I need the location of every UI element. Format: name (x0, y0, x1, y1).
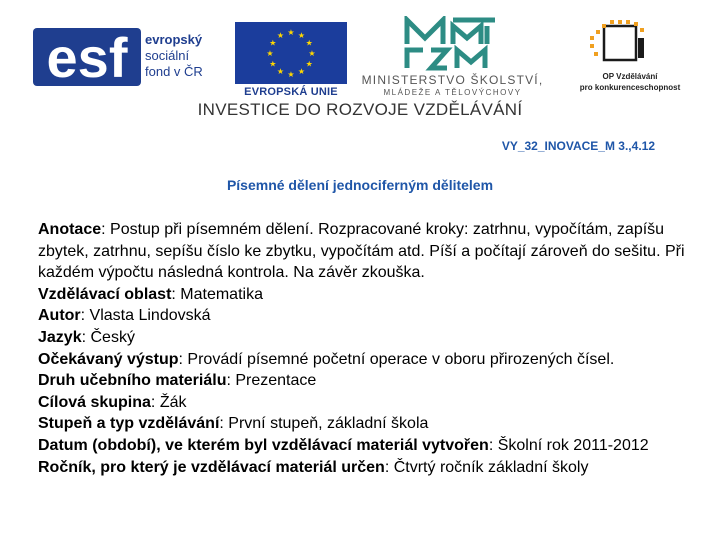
field-datum (38, 435, 688, 457)
field-anotace (38, 219, 688, 284)
field-key: Stupeň a typ vzdělávání (38, 415, 220, 433)
svg-text:★: ★ (266, 49, 274, 58)
eu-label: EVROPSKÁ UNIE (244, 86, 338, 98)
eu-stars (235, 22, 347, 84)
svg-text:★: ★ (297, 30, 306, 40)
field-key: Ročník, pro který je vzdělávací materiál určen (38, 458, 385, 476)
svg-text:esf: esf (46, 26, 128, 89)
msmt-line-1: MINISTERSTVO ŠKOLSTVÍ, (361, 73, 544, 87)
field-key: Anotace (38, 221, 102, 238)
field-cilova-skupina (38, 392, 688, 414)
msmt-line-2: MLÁDEŽE A TĚLOVÝCHOVY (383, 88, 522, 97)
esf-line-2: sociální (145, 48, 190, 63)
svg-text:★: ★ (287, 28, 295, 37)
svg-text:★: ★ (297, 67, 306, 77)
field-jazyk (38, 327, 688, 349)
document-title: Písemné dělení jednociferným dělitelem (226, 177, 494, 193)
investice-banner: INVESTICE DO ROZVOJE VZDĚLÁVÁNÍ (197, 100, 523, 119)
field-value: : Vlasta Lindovská (80, 307, 211, 325)
eu-flag-icon (235, 22, 347, 84)
op-line-1: OP Vzdělávání (602, 72, 658, 81)
field-key: Jazyk (38, 328, 82, 346)
field-autor (38, 305, 688, 327)
metadata-list (38, 219, 688, 478)
svg-text:★: ★ (269, 38, 277, 48)
field-key: Autor (38, 307, 81, 325)
svg-text:★: ★ (308, 49, 316, 58)
field-key: Datum (období), ve kterém byl vzdělávací materiál vytvořen (38, 436, 489, 454)
esf-logo-text (145, 32, 203, 80)
field-value: : Matematika (171, 285, 263, 303)
field-key: Vzdělávací oblast (38, 285, 172, 303)
field-druh-materialu (38, 370, 688, 392)
field-stupen-typ (38, 413, 688, 435)
svg-text:★: ★ (305, 59, 313, 69)
svg-text:★: ★ (276, 67, 285, 77)
field-value: : Prezentace (226, 372, 317, 390)
field-key: Cílová skupina (38, 393, 151, 411)
field-value: : Čtvrtý ročník základní školy (384, 458, 589, 476)
field-key: Očekávaný výstup (38, 350, 179, 368)
op-logo-mark (584, 18, 654, 68)
field-value: : První stupeň, základní škola (219, 415, 429, 433)
msmt-logo (355, 16, 550, 98)
field-rocnik (38, 457, 688, 479)
op-logo (570, 18, 690, 98)
material-code: VY_32_INOVACE_M 3.,4.12 (501, 139, 655, 153)
op-line-2: pro konkurenceschopnost (579, 83, 681, 92)
msmt-logo-mark (403, 16, 499, 72)
field-value: : Postup při písemném dělení. Rozpracované kroky: zatrhnu, vypočítám, zapíšu zbytek, zatrhnu, sepíšu číslo ke zbytku, vypočítám atd. Píší a počítají zároveň do sešitu. Při každém výpočtu následná kontrola. Na závěr zkouška. (38, 221, 685, 282)
esf-logo-mark (33, 22, 141, 92)
field-value: : Český (81, 328, 135, 346)
field-key: Druh učebního materiálu (38, 372, 227, 390)
field-vzdelavaci-oblast (38, 284, 688, 306)
logo-header (0, 0, 720, 130)
esf-line-1: evropský (145, 32, 203, 47)
svg-text:★: ★ (269, 59, 277, 69)
field-value: : Provádí písemné početní operace v oboru přirozených čísel. (178, 350, 615, 368)
field-ocekavany-vystup (38, 349, 688, 371)
field-value: : Žák (150, 393, 187, 411)
svg-text:★: ★ (276, 30, 285, 40)
esf-logo (33, 22, 223, 94)
eu-logo (235, 22, 347, 97)
esf-line-3: fond v ČR (145, 64, 203, 79)
svg-text:★: ★ (305, 38, 313, 48)
field-value: : Školní rok 2011-2012 (488, 436, 649, 454)
svg-text:★: ★ (287, 70, 295, 79)
